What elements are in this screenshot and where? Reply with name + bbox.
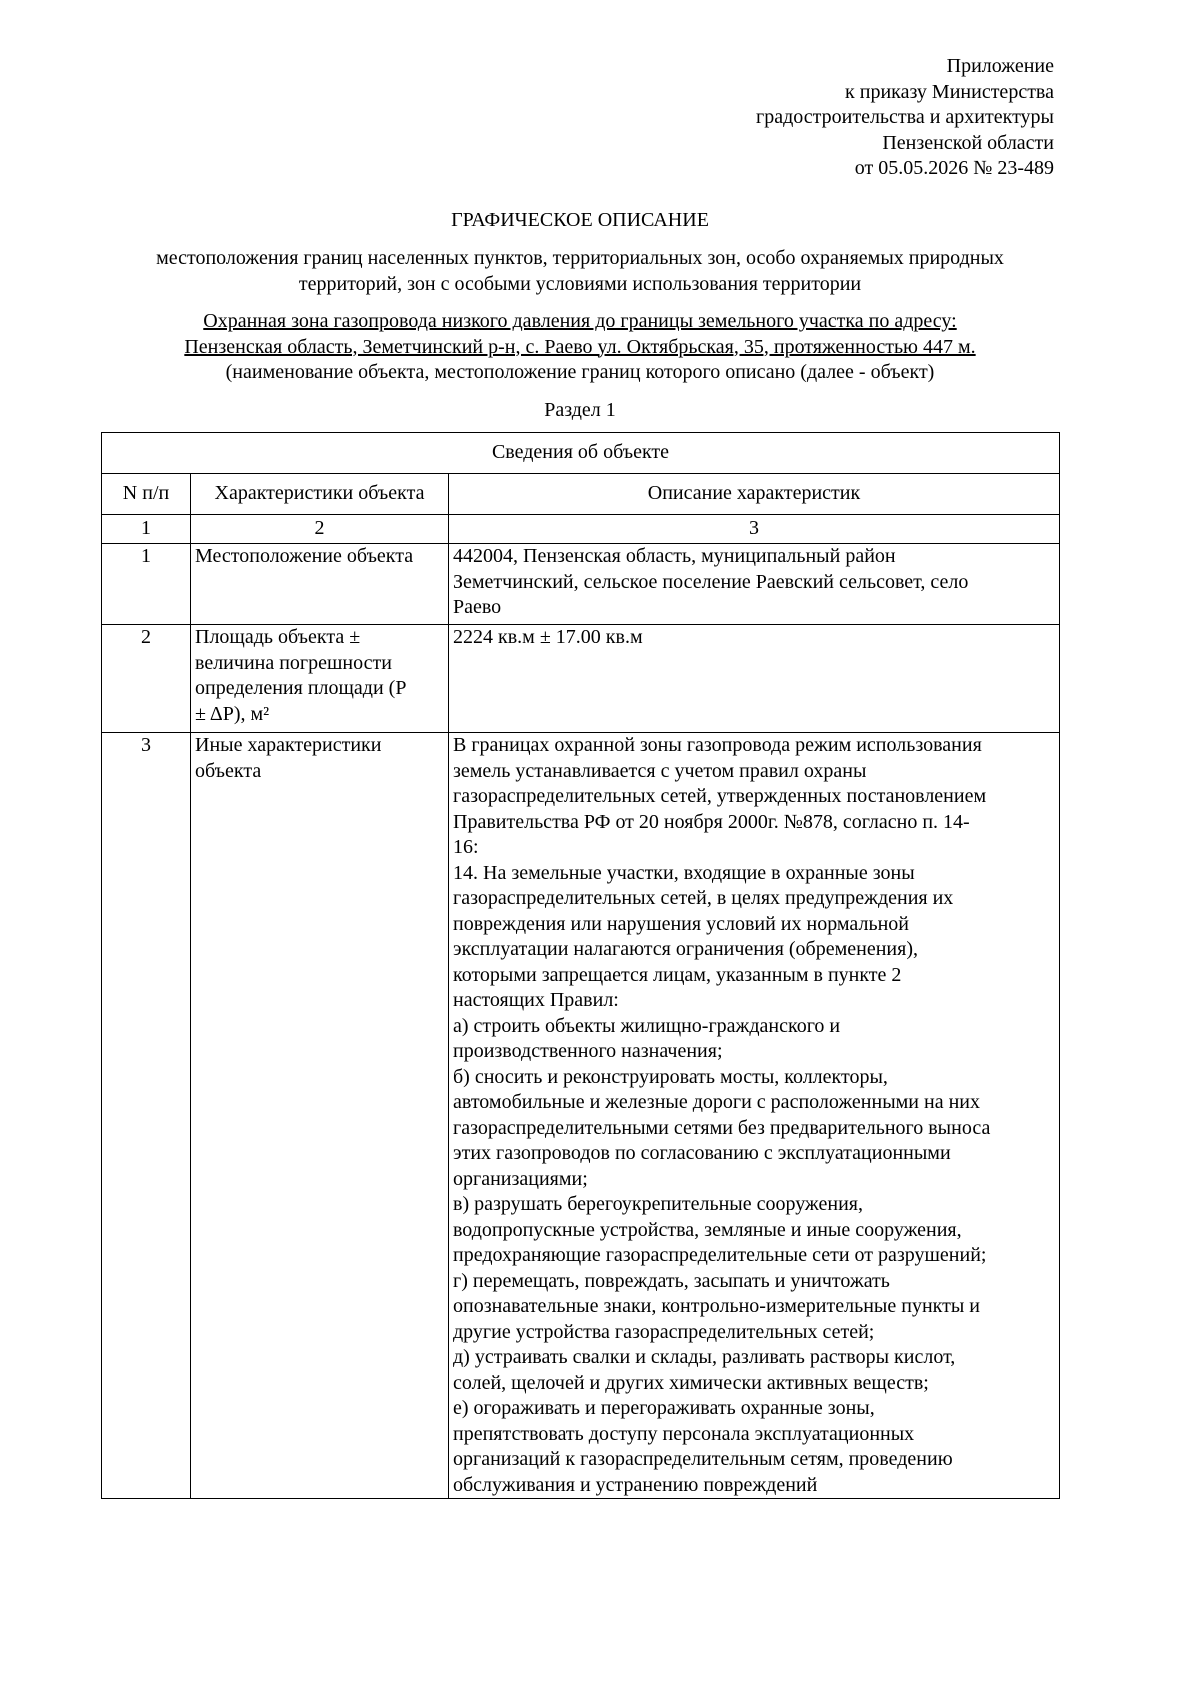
description-line: е) огораживать и перегораживать охранные зоны, xyxy=(453,1397,875,1419)
column-header-number: N п/п xyxy=(102,474,191,515)
description-line: солей, щелочей и других химически активных веществ; xyxy=(453,1371,929,1394)
description-line: предохраняющие газораспределительные сети от разрушений; xyxy=(453,1244,987,1266)
description-line: этих газопроводов по согласованию с эксплуатационными xyxy=(453,1142,951,1164)
description-line: опознавательные знаки, контрольно-измерительные пункты и xyxy=(453,1295,980,1317)
description-line: настоящих Правил: xyxy=(453,989,619,1011)
description-line: в) разрушать берегоукрепительные сооружения, xyxy=(453,1193,863,1215)
row-characteristic xyxy=(191,625,449,733)
description-line: Правительства РФ от 20 ноября 2000г. №878, согласно п. 14- xyxy=(453,810,970,833)
object-name-line: Охранная зона газопровода низкого давления до границы земельного участка по адресу: xyxy=(203,310,957,332)
object-name-block xyxy=(100,309,1060,386)
characteristic-line: определения площади (Р xyxy=(195,677,407,699)
description-line: газораспределительных сетей, утвержденных постановлением xyxy=(453,785,987,807)
description-line: водопропускные устройства, земляные и иные сооружения, xyxy=(453,1218,962,1241)
appendix-line: Пензенской области xyxy=(882,131,1054,154)
characteristic-line: Местоположение объекта xyxy=(195,545,414,567)
description-line: а) строить объекты жилищно-гражданского и xyxy=(453,1014,841,1037)
row-characteristic xyxy=(191,733,449,1499)
description-line: обслуживания и устранению повреждений xyxy=(453,1473,818,1496)
column-header-description: Описание характеристик xyxy=(449,474,1060,515)
description-line: 2224 кв.м ± 17.00 кв.м xyxy=(453,626,643,648)
description-line: эксплуатации налагаются ограничения (обременения), xyxy=(453,938,918,960)
column-number: 3 xyxy=(449,515,1060,544)
row-characteristic xyxy=(191,544,449,625)
row-number: 2 xyxy=(102,625,191,733)
description-line: 16: xyxy=(453,836,479,858)
object-info-table xyxy=(101,432,1060,1499)
characteristic-line: ± ΔР), м² xyxy=(195,702,270,725)
description-line: препятствовать доступу персонала эксплуатационных xyxy=(453,1422,915,1445)
description-line: В границах охранной зоны газопровода режим использования xyxy=(453,734,982,756)
characteristic-line: Иные характеристики xyxy=(195,734,382,756)
appendix-line: к приказу Министерства xyxy=(845,80,1054,103)
description-line: б) сносить и реконструировать мосты, коллекторы, xyxy=(453,1065,888,1088)
description-line: Раево xyxy=(453,596,502,618)
table-caption-row xyxy=(102,433,1060,474)
characteristic-line: Площадь объекта ± xyxy=(195,626,361,648)
table-column-numbers-row xyxy=(102,515,1060,544)
description-line: земель устанавливается с учетом правил охраны xyxy=(453,759,867,782)
table-header-row xyxy=(102,474,1060,515)
document-subtitle xyxy=(100,245,1060,297)
description-line: 14. На земельные участки, входящие в охранные зоны xyxy=(453,861,915,884)
subtitle-line: местоположения границ населенных пунктов, территориальных зон, особо охраняемых природных xyxy=(156,247,1004,269)
column-number: 2 xyxy=(191,515,449,544)
appendix-block xyxy=(756,54,1054,182)
row-number: 3 xyxy=(102,733,191,1499)
table-row xyxy=(102,733,1060,1499)
characteristic-line: величина погрешности xyxy=(195,651,392,674)
description-line: автомобильные и железные дороги с расположенными на них xyxy=(453,1091,980,1113)
row-number: 1 xyxy=(102,544,191,625)
row-description xyxy=(449,733,1060,1499)
description-line: организаций к газораспределительным сетям, проведению xyxy=(453,1448,953,1470)
description-line: другие устройства газораспределительных сетей; xyxy=(453,1320,875,1343)
characteristic-line: объекта xyxy=(195,759,262,782)
column-header-characteristic: Характеристики объекта xyxy=(191,474,449,515)
description-line: газораспределительных сетей, в целях предупреждения их xyxy=(453,887,954,909)
description-line: производственного назначения; xyxy=(453,1040,723,1062)
description-line: газораспределительными сетями без предварительного выноса xyxy=(453,1116,991,1139)
object-name-line: Пензенская область, Земетчинский р-н, с. Раево ул. Октябрьская, 35, протяженностью 447 м. xyxy=(184,335,976,358)
description-line: Земетчинский, сельское поселение Раевский сельсовет, село xyxy=(453,570,969,593)
document-title: ГРАФИЧЕСКОЕ ОПИСАНИЕ xyxy=(451,209,709,231)
description-line: которыми запрещается лицам, указанным в пункте 2 xyxy=(453,963,902,986)
object-name-note: (наименование объекта, местоположение границ которого описано (далее - объект) xyxy=(225,361,935,383)
table-row xyxy=(102,544,1060,625)
column-number: 1 xyxy=(102,515,191,544)
subtitle-line: территорий, зон с особыми условиями использования территории xyxy=(298,273,862,295)
description-line: 442004, Пензенская область, муниципальный район xyxy=(453,545,896,567)
appendix-line: градостроительства и архитектуры xyxy=(756,106,1054,128)
table-caption: Сведения об объекте xyxy=(102,433,1060,474)
section-label: Раздел 1 xyxy=(544,399,616,421)
appendix-line: от 05.05.2026 № 23-489 xyxy=(854,157,1054,179)
appendix-line: Приложение xyxy=(946,55,1054,77)
description-line: д) устраивать свалки и склады, разливать растворы кислот, xyxy=(453,1346,956,1368)
description-line: организациями; xyxy=(453,1167,588,1190)
row-description xyxy=(449,625,1060,733)
row-description xyxy=(449,544,1060,625)
description-line: г) перемещать, повреждать, засыпать и уничтожать xyxy=(453,1269,890,1292)
description-line: повреждения или нарушения условий их нормальной xyxy=(453,912,909,935)
table-row xyxy=(102,625,1060,733)
